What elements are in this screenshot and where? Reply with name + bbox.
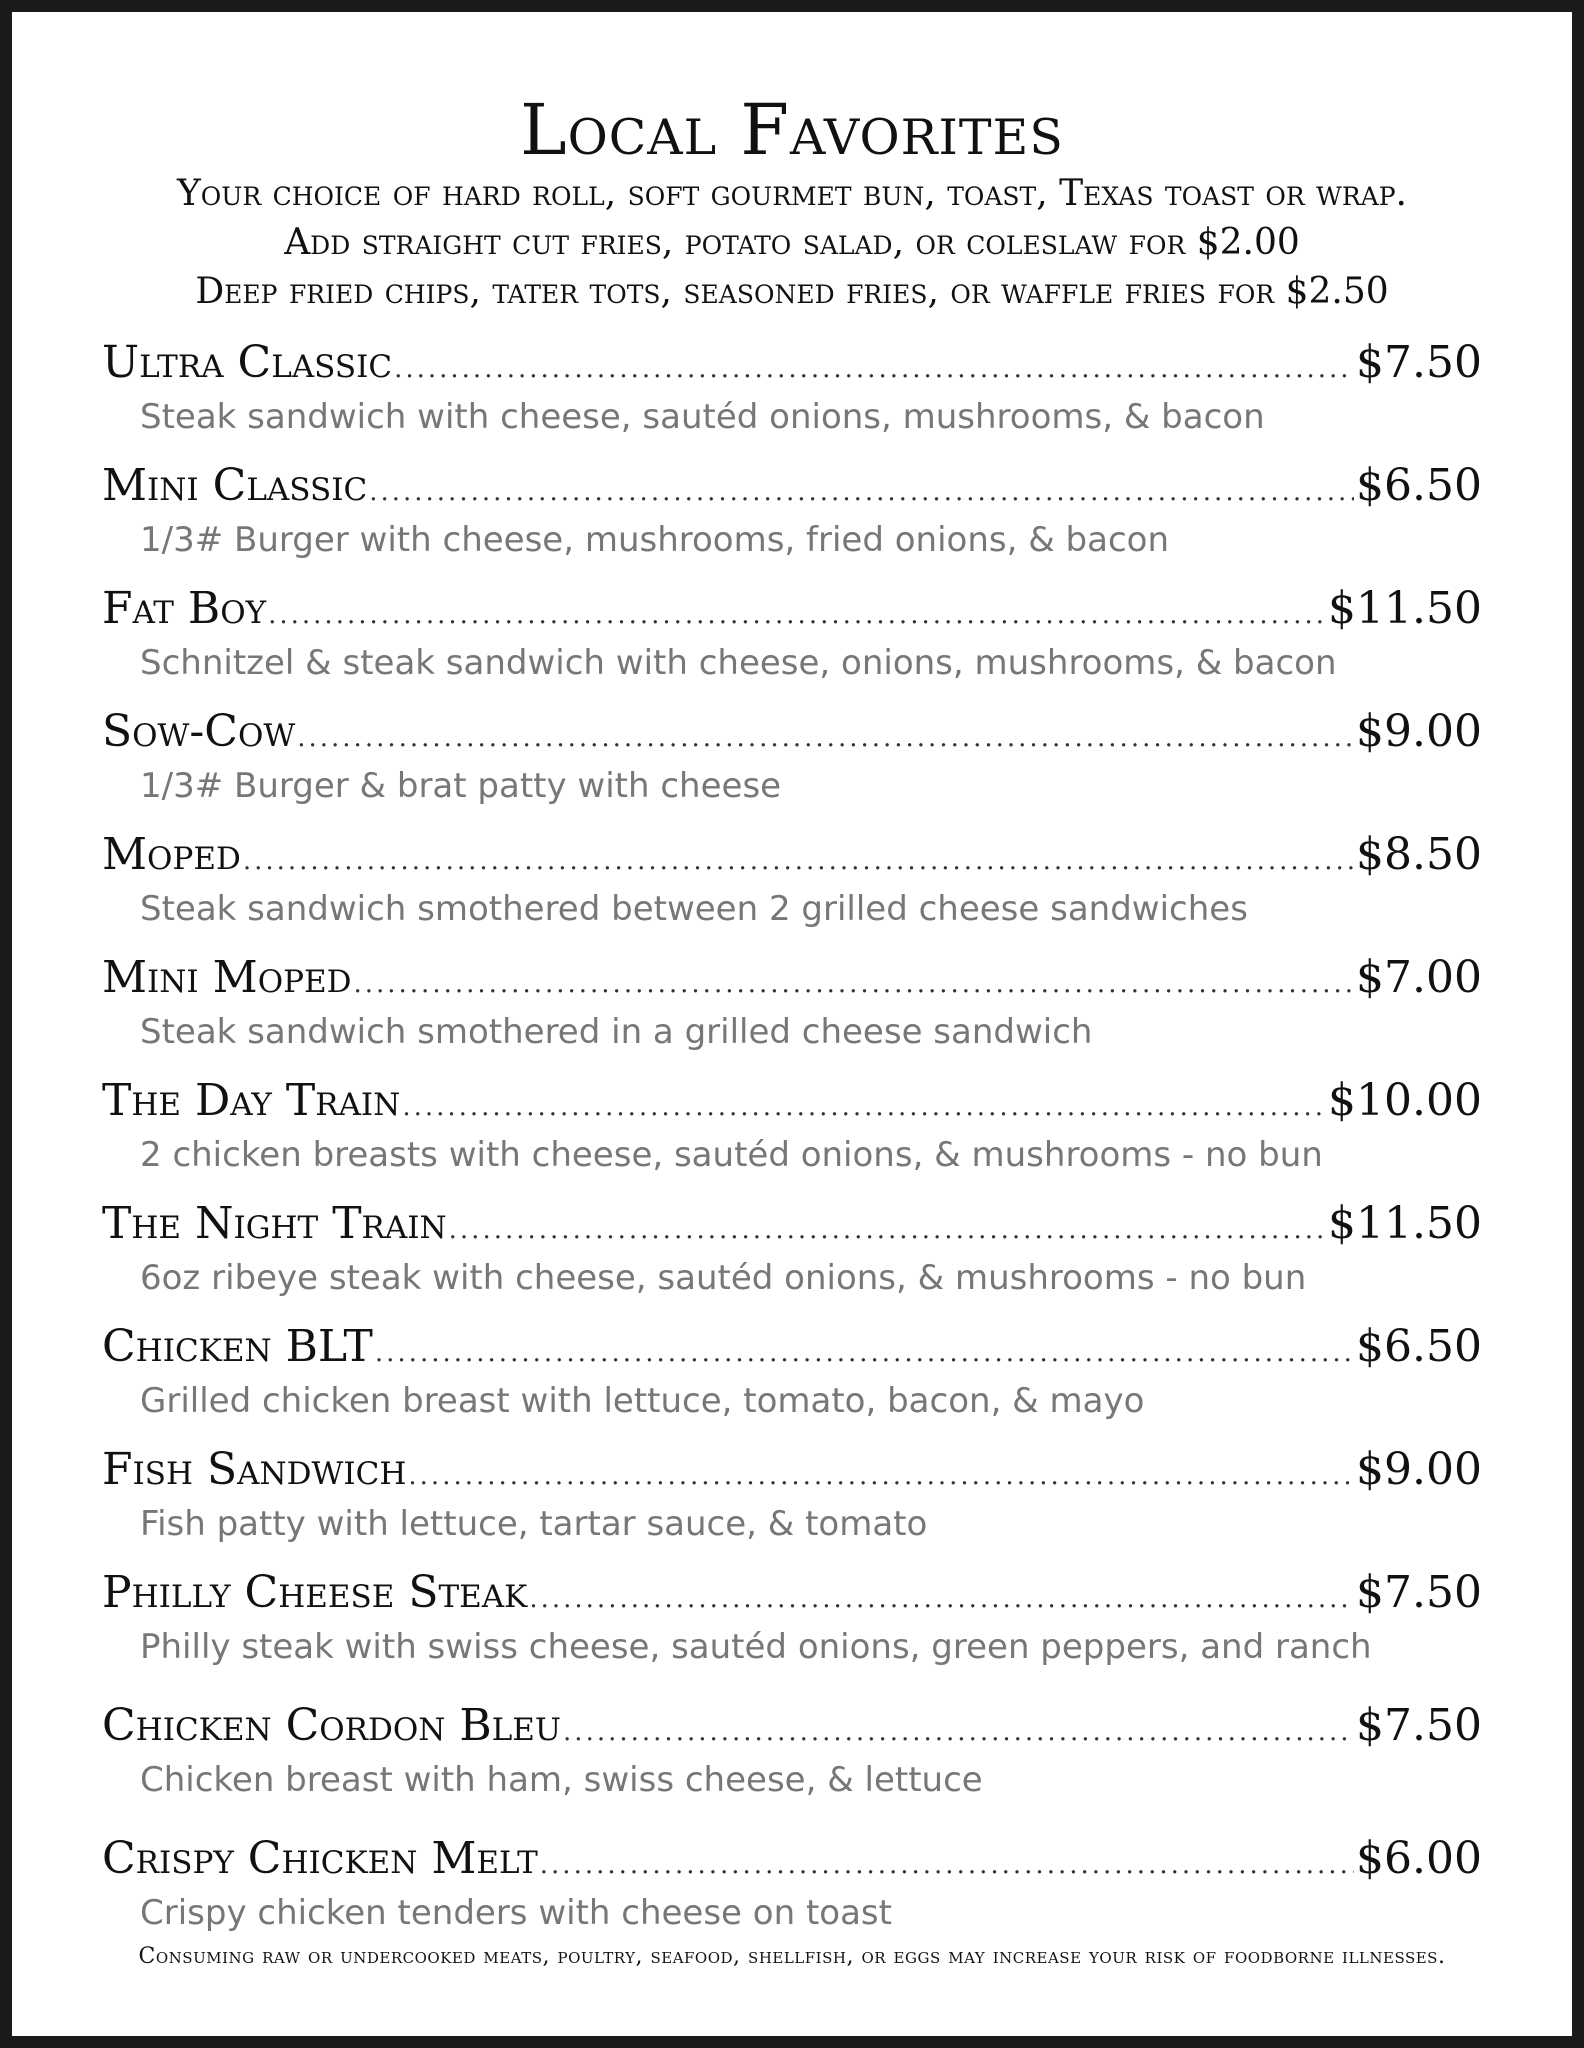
menu-item — [102, 1444, 1482, 1567]
item-price: $6.00 — [1356, 1833, 1482, 1884]
item-name: Mini Moped — [102, 952, 352, 1003]
item-price: $7.50 — [1356, 337, 1482, 388]
item-name: Fish Sandwich — [102, 1444, 407, 1495]
menu-item — [102, 583, 1482, 706]
item-name: Crispy Chicken Melt — [102, 1833, 538, 1884]
item-description: Steak sandwich smothered in a grilled cheese sandwich — [140, 1012, 1093, 1052]
menu-item — [102, 460, 1482, 583]
item-name: Chicken BLT — [102, 1321, 373, 1372]
item-name: Mini Classic — [102, 460, 368, 511]
dot-leader — [375, 1338, 1354, 1368]
item-name: Ultra Classic — [102, 337, 393, 388]
dot-leader — [297, 723, 1354, 753]
dot-leader — [408, 1461, 1354, 1491]
item-description: 1/3# Burger & brat patty with cheese — [140, 766, 782, 806]
item-price: $7.50 — [1356, 1700, 1482, 1751]
food-safety-disclaimer: Consuming raw or undercooked meats, poultry, seafood, shellfish, or eggs may increase your risk of foodborne illnesses. — [138, 1944, 1446, 1969]
menu-item — [102, 1075, 1482, 1198]
intro-line-premium-sides: Deep fried chips, tater tots, seasoned fries, or waffle fries for $2.50 — [195, 271, 1389, 312]
item-name: Chicken Cordon Bleu — [102, 1700, 562, 1751]
dot-leader — [540, 1850, 1354, 1880]
item-description: Crispy chicken tenders with cheese on toast — [140, 1893, 892, 1933]
item-name: The Night Train — [102, 1198, 447, 1249]
menu-item — [102, 1567, 1482, 1700]
menu-item — [102, 706, 1482, 829]
menu-item — [102, 337, 1482, 460]
item-description: Steak sandwich smothered between 2 grilled cheese sandwiches — [140, 889, 1248, 929]
item-price: $11.50 — [1328, 1198, 1482, 1249]
intro-line-bread: Your choice of hard roll, soft gourmet bun, toast, Texas toast or wrap. — [177, 173, 1407, 214]
item-description: Fish patty with lettuce, tartar sauce, & tomato — [140, 1504, 928, 1544]
dot-leader — [449, 1215, 1326, 1245]
dot-leader — [394, 354, 1354, 384]
item-price: $7.50 — [1356, 1567, 1482, 1618]
item-description: 1/3# Burger with cheese, mushrooms, fried onions, & bacon — [140, 520, 1169, 560]
dot-leader — [563, 1717, 1354, 1747]
menu-item — [102, 1198, 1482, 1321]
item-description: 6oz ribeye steak with cheese, sautéd onions, & mushrooms - no bun — [140, 1258, 1307, 1298]
menu-title: Local Favorites — [520, 89, 1064, 171]
dot-leader — [402, 1092, 1326, 1122]
menu-item — [102, 1700, 1482, 1833]
item-name: Moped — [102, 829, 241, 880]
menu-page — [12, 12, 1572, 2036]
dot-leader — [353, 969, 1354, 999]
item-price: $7.00 — [1356, 952, 1482, 1003]
menu-item — [102, 829, 1482, 952]
dot-leader — [243, 846, 1354, 876]
item-name: Sow-Cow — [102, 706, 296, 757]
item-price: $10.00 — [1328, 1075, 1482, 1126]
item-name: Fat Boy — [102, 583, 267, 634]
item-price: $6.50 — [1356, 460, 1482, 511]
item-price: $6.50 — [1356, 1321, 1482, 1372]
menu-item — [102, 1833, 1482, 1956]
menu-item — [102, 1321, 1482, 1444]
item-description: Steak sandwich with cheese, sautéd onions, mushrooms, & bacon — [140, 397, 1265, 437]
item-price: $8.50 — [1356, 829, 1482, 880]
item-description: Chicken breast with ham, swiss cheese, & lettuce — [140, 1760, 983, 1800]
intro-line-sides: Add straight cut fries, potato salad, or coleslaw for $2.00 — [284, 222, 1300, 263]
item-description: Philly steak with swiss cheese, sautéd onions, green peppers, and ranch — [140, 1627, 1372, 1667]
menu-item — [102, 952, 1482, 1075]
item-name: Philly Cheese Steak — [102, 1567, 528, 1618]
dot-leader — [268, 600, 1326, 630]
dot-leader — [529, 1584, 1354, 1614]
item-name: The Day Train — [102, 1075, 401, 1126]
item-description: Grilled chicken breast with lettuce, tomato, bacon, & mayo — [140, 1381, 1145, 1421]
item-description: Schnitzel & steak sandwich with cheese, onions, mushrooms, & bacon — [140, 643, 1337, 683]
menu-items — [102, 337, 1482, 1956]
item-description: 2 chicken breasts with cheese, sautéd onions, & mushrooms - no bun — [140, 1135, 1323, 1175]
item-price: $9.00 — [1356, 1444, 1482, 1495]
dot-leader — [369, 477, 1354, 507]
item-price: $11.50 — [1328, 583, 1482, 634]
item-price: $9.00 — [1356, 706, 1482, 757]
